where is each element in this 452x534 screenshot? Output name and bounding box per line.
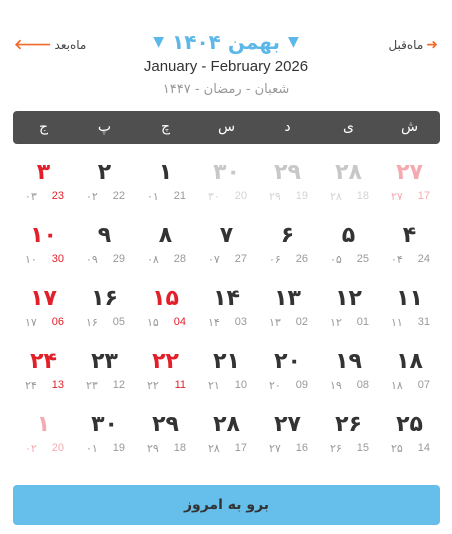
persian-day-number: ۲۱ [213, 349, 240, 374]
gregorian-day-number: 02 [295, 316, 308, 328]
hijri-day-number: ۲۹ [147, 442, 159, 455]
day-cell[interactable] [135, 148, 196, 211]
secondary-dates [318, 190, 379, 203]
secondary-dates [379, 190, 440, 203]
persian-day-number: ۲۳ [91, 349, 118, 374]
persian-day-number: ۲۸ [213, 412, 240, 437]
secondary-dates [379, 442, 440, 455]
persian-day-number: ۱۸ [396, 349, 423, 374]
gregorian-day-number: 17 [234, 442, 247, 454]
hijri-day-number: ۲۷ [269, 442, 281, 455]
arrow-right-icon: ➜ [426, 37, 438, 53]
hijri-day-number: ۲۰ [269, 379, 281, 392]
day-cell[interactable] [135, 337, 196, 400]
hijri-day-number: ۱۳ [269, 316, 281, 329]
persian-day-number: ۲۵ [396, 412, 423, 437]
day-cell[interactable] [135, 400, 196, 463]
gregorian-day-number: 18 [356, 190, 369, 202]
day-cell[interactable] [257, 337, 318, 400]
day-cell[interactable] [379, 400, 440, 463]
hijri-day-number: ۰۱ [147, 190, 159, 203]
day-cell[interactable] [318, 337, 379, 400]
secondary-dates [318, 316, 379, 329]
gregorian-day-number: 25 [356, 253, 369, 265]
hijri-day-number: ۱۹ [330, 379, 342, 392]
secondary-dates [13, 442, 74, 455]
gregorian-day-number: 14 [417, 442, 430, 454]
gregorian-day-number: 18 [173, 442, 186, 454]
arrow-left-icon: 🡐 [14, 37, 52, 53]
persian-day-number: ۱۴ [213, 286, 240, 311]
gregorian-day-number: 23 [51, 190, 64, 202]
gregorian-day-number: 13 [51, 379, 64, 391]
gregorian-day-number: 16 [295, 442, 308, 454]
hijri-day-number: ۲۳ [86, 379, 98, 392]
hijri-day-number: ۲۲ [147, 379, 159, 392]
day-cell[interactable] [257, 211, 318, 274]
persian-day-number: ۲۹ [152, 412, 179, 437]
day-cell[interactable] [13, 211, 74, 274]
hijri-day-number: ۱۰ [25, 253, 37, 266]
gregorian-day-number: 05 [112, 316, 125, 328]
gregorian-day-number: 26 [295, 253, 308, 265]
hijri-title: شعبان - رمضان - ۱۴۴۷ [162, 82, 290, 97]
gregorian-day-number: 10 [234, 379, 247, 391]
day-cell[interactable] [13, 148, 74, 211]
persian-day-number: ۶ [280, 223, 295, 248]
hijri-day-number: ۰۲ [86, 190, 98, 203]
hijri-day-number: ۱۴ [208, 316, 220, 329]
day-cell[interactable] [74, 400, 135, 463]
hijri-day-number: ۰۳ [25, 190, 37, 203]
day-cell[interactable] [318, 211, 379, 274]
secondary-dates [196, 316, 257, 329]
day-cell[interactable] [257, 148, 318, 211]
persian-month-title[interactable]: بهمن ۱۴۰۴ [172, 30, 280, 54]
secondary-dates [196, 190, 257, 203]
secondary-dates [318, 442, 379, 455]
hijri-day-number: ۰۱ [86, 442, 98, 455]
secondary-dates [379, 316, 440, 329]
day-cell[interactable] [196, 148, 257, 211]
persian-day-number: ۲۶ [335, 412, 362, 437]
day-cell[interactable] [74, 211, 135, 274]
secondary-dates [257, 190, 318, 203]
day-cell[interactable] [135, 211, 196, 274]
day-cell[interactable] [318, 400, 379, 463]
hijri-day-number: ۱۵ [147, 316, 159, 329]
secondary-dates [13, 379, 74, 392]
gregorian-title: January - February 2026 [143, 58, 309, 75]
persian-day-number: ۲۸ [335, 160, 362, 185]
gregorian-day-number: 11 [174, 379, 186, 391]
secondary-dates [135, 316, 196, 329]
day-cell[interactable] [196, 400, 257, 463]
secondary-dates [257, 316, 318, 329]
day-cell[interactable] [135, 274, 196, 337]
secondary-dates [318, 379, 379, 392]
hijri-day-number: ۲۹ [269, 190, 281, 203]
gregorian-day-number: 31 [417, 316, 430, 328]
weekday-label: د [284, 119, 291, 135]
persian-day-number: ۲۲ [152, 349, 179, 374]
day-cell[interactable] [74, 274, 135, 337]
gregorian-day-number: 28 [173, 253, 186, 265]
weekday-header [13, 111, 440, 144]
persian-day-number: ۱ [158, 160, 173, 185]
next-month-label: ماه‌بعد [54, 38, 87, 52]
day-cell[interactable] [379, 274, 440, 337]
day-cell[interactable] [13, 274, 74, 337]
day-cell[interactable] [257, 400, 318, 463]
gregorian-day-number: 19 [295, 190, 308, 202]
secondary-dates [196, 379, 257, 392]
persian-day-number: ۴ [402, 223, 417, 248]
secondary-dates [257, 253, 318, 266]
gregorian-day-number: 17 [417, 190, 430, 202]
day-cell[interactable] [13, 337, 74, 400]
secondary-dates [74, 379, 135, 392]
day-cell[interactable] [318, 148, 379, 211]
hijri-day-number: ۰۹ [86, 253, 98, 266]
gregorian-day-number: 01 [356, 316, 369, 328]
persian-day-number: ۱۲ [335, 286, 362, 311]
secondary-dates [318, 253, 379, 266]
prev-month-label: ماه‌قبل [388, 38, 424, 52]
persian-day-number: ۲۰ [274, 349, 301, 374]
persian-day-number: ۱۳ [274, 286, 301, 311]
persian-day-number: ۲ [97, 160, 112, 185]
gregorian-day-number: 20 [234, 190, 247, 202]
secondary-dates [196, 253, 257, 266]
weekday-label: س [217, 119, 236, 135]
gregorian-day-number: 07 [417, 379, 430, 391]
secondary-dates [135, 253, 196, 266]
weekday-label: ی [343, 119, 354, 135]
hijri-day-number: ۰۵ [330, 253, 342, 266]
persian-day-number: ۱ [36, 412, 51, 437]
hijri-day-number: ۰۸ [147, 253, 159, 266]
secondary-dates [74, 190, 135, 203]
gregorian-day-number: 22 [112, 190, 125, 202]
secondary-dates [196, 442, 257, 455]
hijri-day-number: ۲۱ [208, 379, 220, 392]
hijri-day-number: ۰۶ [269, 253, 281, 266]
hijri-day-number: ۲۴ [25, 379, 37, 392]
gregorian-day-number: 03 [234, 316, 247, 328]
persian-day-number: ۲۷ [274, 412, 301, 437]
next-month-button[interactable] [14, 38, 86, 52]
secondary-dates [135, 379, 196, 392]
persian-day-number: ۲۴ [30, 349, 57, 374]
weekday-label: ش [400, 119, 419, 135]
persian-day-number: ۵ [341, 223, 356, 248]
gregorian-day-number: 21 [173, 190, 186, 202]
hijri-day-number: ۱۱ [391, 316, 403, 329]
secondary-dates [379, 379, 440, 392]
persian-day-number: ۹ [97, 223, 112, 248]
secondary-dates [135, 190, 196, 203]
persian-day-number: ۱۰ [30, 223, 57, 248]
day-cell[interactable] [74, 148, 135, 211]
persian-day-number: ۱۱ [396, 286, 423, 311]
day-cell[interactable] [379, 148, 440, 211]
day-cell[interactable] [257, 274, 318, 337]
hijri-day-number: ۱۲ [330, 316, 342, 329]
secondary-dates [13, 190, 74, 203]
secondary-dates [13, 253, 74, 266]
gregorian-day-number: 29 [112, 253, 125, 265]
secondary-dates [135, 442, 196, 455]
secondary-dates [379, 253, 440, 266]
persian-day-number: ۲۷ [396, 160, 423, 185]
gregorian-day-number: 06 [51, 316, 64, 328]
gregorian-day-number: 09 [295, 379, 308, 391]
gregorian-day-number: 30 [51, 253, 64, 265]
days-grid [13, 148, 440, 463]
hijri-day-number: ۱۶ [86, 316, 98, 329]
gregorian-day-number: 15 [356, 442, 369, 454]
gregorian-day-number: 24 [417, 253, 430, 265]
hijri-day-number: ۲۶ [330, 442, 342, 455]
hijri-day-number: ۱۸ [391, 379, 403, 392]
day-cell[interactable] [318, 274, 379, 337]
gregorian-day-number: 12 [112, 379, 125, 391]
persian-day-number: ۸ [158, 223, 173, 248]
hijri-day-number: ۲۵ [391, 442, 403, 455]
gregorian-day-number: 19 [112, 442, 125, 454]
hijri-day-number: ۳۰ [208, 190, 220, 203]
weekday-label: پ [97, 119, 112, 135]
day-cell[interactable] [379, 337, 440, 400]
hijri-day-number: ۲۸ [208, 442, 220, 455]
day-cell[interactable] [196, 211, 257, 274]
day-cell[interactable] [74, 337, 135, 400]
gregorian-day-number: 20 [51, 442, 64, 454]
day-cell[interactable] [379, 211, 440, 274]
persian-day-number: ۲۹ [274, 160, 301, 185]
hijri-day-number: ۰۴ [391, 253, 403, 266]
hijri-day-number: ۲۷ [391, 190, 403, 203]
persian-day-number: ۱۹ [335, 349, 362, 374]
day-cell[interactable] [13, 400, 74, 463]
secondary-dates [257, 379, 318, 392]
gregorian-day-number: 27 [234, 253, 247, 265]
weekday-label: ج [38, 119, 49, 135]
chevron-down-icon[interactable]: ▼ [287, 34, 299, 50]
secondary-dates [257, 442, 318, 455]
day-cell[interactable] [196, 337, 257, 400]
day-cell[interactable] [196, 274, 257, 337]
secondary-dates [74, 442, 135, 455]
weekday-label: چ [160, 119, 171, 135]
gregorian-day-number: 08 [356, 379, 369, 391]
chevron-down-icon[interactable]: ▼ [153, 34, 165, 50]
persian-day-number: ۱۶ [91, 286, 118, 311]
persian-day-number: ۱۷ [30, 286, 57, 311]
secondary-dates [13, 316, 74, 329]
secondary-dates [74, 253, 135, 266]
hijri-day-number: ۰۲ [25, 442, 37, 455]
persian-day-number: ۷ [219, 223, 234, 248]
hijri-day-number: ۱۷ [25, 316, 37, 329]
persian-day-number: ۱۵ [152, 286, 179, 311]
persian-day-number: ۳ [36, 160, 51, 185]
persian-day-number: ۳۰ [213, 160, 240, 185]
persian-day-number: ۳۰ [91, 412, 118, 437]
gregorian-day-number: 04 [173, 316, 186, 328]
go-to-today-button[interactable]: برو به امروز [13, 485, 440, 525]
hijri-day-number: ۲۸ [330, 190, 342, 203]
secondary-dates [74, 316, 135, 329]
hijri-day-number: ۰۷ [208, 253, 220, 266]
